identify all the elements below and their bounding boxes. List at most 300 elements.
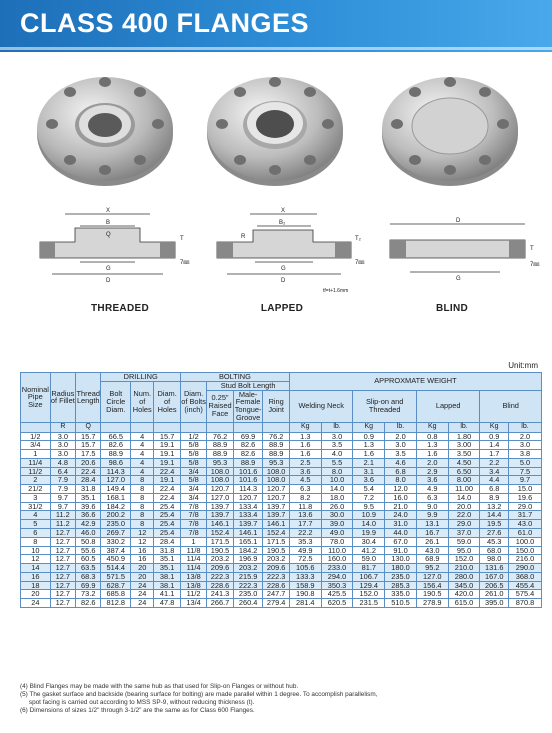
table-cell: 139.7 (207, 502, 233, 511)
table-cell: 11/4 (180, 564, 206, 573)
table-cell: 15.7 (154, 432, 181, 441)
table-cell: 108.0 (263, 467, 290, 476)
table-cell: 20 (21, 590, 51, 599)
table-cell: 19.1 (154, 450, 181, 459)
table-cell: 28.4 (76, 476, 101, 485)
footnote: (6) Dimensions of sizes 1/2" through 3-1/2" are the same as for Class 600 Flanges. (20, 707, 255, 714)
footnotes (20, 683, 542, 715)
table-cell: 425.5 (321, 590, 353, 599)
table-cell: 22.0 (448, 511, 480, 520)
table-cell: 12 (21, 555, 51, 564)
table-cell: 149.4 (101, 485, 131, 494)
table-cell: 150.0 (509, 546, 542, 555)
table-cell: 5 (21, 520, 51, 529)
table-cell: 88.9 (263, 450, 290, 459)
spec-table (20, 372, 542, 608)
table-cell: 21/2 (21, 485, 51, 494)
table-cell: 152.4 (263, 529, 290, 538)
table-cell: 127.0 (101, 476, 131, 485)
table-cell: 13/8 (180, 572, 206, 581)
table-cell: 133.3 (289, 572, 321, 581)
blind-flange-photo (375, 62, 525, 192)
table-cell: 216.0 (509, 555, 542, 564)
table-cell: 45.3 (480, 537, 509, 546)
caption-lapped: LAPPED (260, 303, 304, 314)
table-cell: 105.6 (289, 564, 321, 573)
table-cell: 50.8 (76, 537, 101, 546)
table-cell: 100.0 (509, 537, 542, 546)
table-cell: 278.9 (416, 599, 448, 608)
table-cell: 330.2 (101, 537, 131, 546)
table-cell: 266.7 (207, 599, 233, 608)
table-cell: 10.9 (353, 511, 385, 520)
table-cell: 2.9 (416, 467, 448, 476)
dim-t: T (180, 236, 184, 242)
table-cell: 72.5 (289, 555, 321, 564)
table-cell: 16 (131, 546, 154, 555)
table-cell: 4.5 (289, 476, 321, 485)
hdr-lb: lb. (509, 422, 542, 432)
hdr-kg: Kg (289, 422, 321, 432)
table-cell: 870.8 (509, 599, 542, 608)
table-cell: 19.1 (154, 441, 181, 450)
table-cell: 21.0 (385, 502, 417, 511)
dim-g: G (281, 266, 286, 272)
table-cell: 615.0 (448, 599, 480, 608)
table-cell: 190.5 (263, 546, 290, 555)
table-cell: 14.0 (321, 485, 353, 494)
table-cell: 345.0 (448, 581, 480, 590)
table-cell: 8 (21, 537, 51, 546)
table-cell: 285.3 (385, 581, 417, 590)
table-cell: 8 (131, 485, 154, 494)
table-cell: 165.1 (233, 537, 263, 546)
table-cell: 2.5 (289, 458, 321, 467)
table-cell: 12.7 (50, 581, 75, 590)
table-cell: 42.9 (76, 520, 101, 529)
table-cell: 4.50 (448, 458, 480, 467)
table-row (21, 537, 542, 546)
table-cell: 241.3 (207, 590, 233, 599)
table-cell: 190.5 (207, 546, 233, 555)
table-cell: 3 (21, 493, 51, 502)
table-cell: 14.0 (448, 493, 480, 502)
dim-g: G (456, 276, 461, 282)
table-cell: 81.7 (353, 564, 385, 573)
table-cell: 6.3 (416, 493, 448, 502)
table-cell: 14 (21, 564, 51, 573)
table-cell: 37.0 (448, 529, 480, 538)
table-cell: 6.3 (289, 485, 321, 494)
table-cell: 88.9 (263, 441, 290, 450)
table-cell: 210.0 (448, 564, 480, 573)
table-cell: 168.1 (101, 493, 131, 502)
table-cell: 59.0 (448, 537, 480, 546)
table-cell: 235.0 (101, 520, 131, 529)
dim-7mm: 7㎜ (530, 262, 540, 268)
table-row (21, 529, 542, 538)
table-cell: 152.0 (448, 555, 480, 564)
table-cell: 1.7 (480, 450, 509, 459)
table-cell: 8.0 (385, 476, 417, 485)
hdr-raised: 0.25" Raised Face (207, 390, 233, 422)
hdr-num-holes: Num. of Holes (131, 381, 154, 422)
table-cell: 25.4 (154, 502, 181, 511)
table-cell: 1.3 (353, 441, 385, 450)
table-cell: 38.1 (154, 581, 181, 590)
table-cell: 22.4 (76, 467, 101, 476)
table-cell: 31.0 (385, 520, 417, 529)
table-cell: 209.6 (263, 564, 290, 573)
blind-flange-drawing (380, 200, 550, 295)
table-cell: 12.7 (50, 590, 75, 599)
table-cell: 3.0 (50, 450, 75, 459)
table-cell: 139.7 (263, 502, 290, 511)
table-cell: 6.4 (50, 467, 75, 476)
table-cell: 120.7 (207, 485, 233, 494)
table-cell: 35.3 (289, 537, 321, 546)
table-cell: 129.4 (353, 581, 385, 590)
table-cell: 20 (131, 572, 154, 581)
table-cell: 98.0 (480, 555, 509, 564)
table-cell: 6.50 (448, 467, 480, 476)
table-cell: 3.00 (448, 441, 480, 450)
table-cell: 17.7 (289, 520, 321, 529)
table-cell: 11/4 (180, 555, 206, 564)
table-cell: 294.0 (321, 572, 353, 581)
table-cell: 620.5 (321, 599, 353, 608)
table-cell: 203.2 (207, 555, 233, 564)
hdr-bolting: BOLTING (180, 373, 289, 382)
table-cell: 10 (21, 546, 51, 555)
table-cell: 18.0 (321, 493, 353, 502)
table-cell: 82.6 (233, 450, 263, 459)
table-cell: 235.0 (233, 590, 263, 599)
table-cell: 101.6 (233, 476, 263, 485)
table-cell: 10.0 (321, 476, 353, 485)
table-cell: 4 (131, 467, 154, 476)
table-cell: 16 (131, 555, 154, 564)
table-cell: 73.2 (76, 590, 101, 599)
table-cell: 120.7 (263, 485, 290, 494)
table-cell: 24 (131, 599, 154, 608)
table-cell: 43.0 (416, 546, 448, 555)
table-cell: 67.0 (385, 537, 417, 546)
table-cell: 5/8 (180, 476, 206, 485)
table-cell: 7/8 (180, 520, 206, 529)
table-cell: 66.5 (101, 432, 131, 441)
table-cell: 1/2 (180, 432, 206, 441)
table-cell: 133.4 (233, 502, 263, 511)
table-cell: 3/4 (180, 493, 206, 502)
table-cell: 12.7 (50, 546, 75, 555)
table-cell: 7.2 (353, 493, 385, 502)
table-cell: 685.8 (101, 590, 131, 599)
hdr-stud-bolt: Stud Bolt Length (207, 381, 290, 390)
table-cell: 13/4 (180, 599, 206, 608)
table-cell: 3.50 (448, 450, 480, 459)
lapped-flange-photo (200, 62, 350, 192)
table-cell: 47.8 (154, 599, 181, 608)
table-cell: 184.2 (233, 546, 263, 555)
hdr-slipon: Slip-on and Threaded (353, 390, 417, 422)
table-cell: 171.5 (207, 537, 233, 546)
dim-t2: T₂ (355, 236, 361, 242)
table-cell: 120.7 (263, 493, 290, 502)
table-cell: 1.6 (353, 450, 385, 459)
header-banner (0, 0, 552, 52)
hdr-radius: Radius of Fillet (50, 373, 75, 423)
table-cell: 269.7 (101, 529, 131, 538)
table-cell: 156.4 (416, 581, 448, 590)
table-cell: 152.4 (207, 529, 233, 538)
table-cell: 167.0 (480, 572, 509, 581)
table-cell: 8 (131, 476, 154, 485)
table-cell: 19.6 (509, 493, 542, 502)
table-cell: 13.1 (416, 520, 448, 529)
table-cell: 2.0 (509, 432, 542, 441)
table-cell: 228.6 (207, 581, 233, 590)
table-cell: 44.0 (385, 529, 417, 538)
table-cell: 139.7 (233, 520, 263, 529)
unit-label: Unit:mm (508, 361, 538, 370)
table-cell: 2 (21, 476, 51, 485)
table-cell: 7.9 (50, 476, 75, 485)
caption-threaded: THREADED (91, 303, 149, 314)
table-cell: 395.0 (480, 599, 509, 608)
table-cell: 4.4 (480, 476, 509, 485)
table-cell: 1 (180, 537, 206, 546)
table-cell: 5.0 (509, 458, 542, 467)
table-cell: 233.0 (321, 564, 353, 573)
table-cell: 196.9 (233, 555, 263, 564)
table-cell: 24 (21, 599, 51, 608)
table-cell: 108.0 (207, 476, 233, 485)
table-cell: 14.4 (480, 511, 509, 520)
table-cell: 36.6 (76, 511, 101, 520)
dim-g: G (106, 266, 111, 272)
table-cell: 133.4 (233, 511, 263, 520)
table-cell: 76.2 (207, 432, 233, 441)
hdr-ring: Ring Joint (263, 390, 290, 422)
hdr-diam-holes: Diam. of Holes (154, 381, 181, 422)
table-cell: 19.5 (480, 520, 509, 529)
table-cell: 1.6 (416, 450, 448, 459)
table-cell: 108.0 (207, 467, 233, 476)
table-cell: 812.8 (101, 599, 131, 608)
table-cell: 12.7 (50, 564, 75, 573)
table-cell: 3.0 (50, 441, 75, 450)
table-cell: 127.0 (416, 572, 448, 581)
hdr-lb: lb. (448, 422, 480, 432)
table-cell: 2.1 (353, 458, 385, 467)
table-cell: 29.0 (448, 520, 480, 529)
table-cell: 281.4 (289, 599, 321, 608)
table-cell: 14.0 (353, 520, 385, 529)
table-cell: 11.8 (289, 502, 321, 511)
table-cell: 12.7 (50, 529, 75, 538)
table-cell: 190.5 (416, 590, 448, 599)
table-row (21, 572, 542, 581)
table-cell: 41.2 (353, 546, 385, 555)
table-cell: 95.3 (263, 458, 290, 467)
table-cell: 82.6 (76, 599, 101, 608)
table-cell: 184.2 (101, 502, 131, 511)
table-cell: 114.3 (101, 467, 131, 476)
table-cell: 0.9 (353, 432, 385, 441)
table-cell: 203.2 (233, 564, 263, 573)
table-cell: 7.5 (509, 467, 542, 476)
table-cell: 8 (131, 520, 154, 529)
table-cell: 98.6 (101, 458, 131, 467)
hdr-kg: Kg (416, 422, 448, 432)
table-cell: 15.7 (76, 432, 101, 441)
table-cell: 222.3 (207, 572, 233, 581)
hdr-welding: Welding Neck (289, 390, 353, 422)
table-cell: 3.8 (509, 450, 542, 459)
table-cell: 7/8 (180, 502, 206, 511)
table-cell: 12.7 (50, 599, 75, 608)
table-cell: 20 (131, 564, 154, 573)
table-cell: 22.2 (289, 529, 321, 538)
table-cell: 0.9 (480, 432, 509, 441)
table-cell: 139.7 (263, 511, 290, 520)
table-cell: 12.0 (385, 485, 417, 494)
table-cell: 3/4 (180, 485, 206, 494)
table-cell: 158.9 (289, 581, 321, 590)
table-cell: 9.0 (416, 502, 448, 511)
table-cell: 575.4 (509, 590, 542, 599)
table-cell: 22.4 (154, 493, 181, 502)
table-row (21, 599, 542, 608)
dim-t: T (530, 246, 534, 252)
table-cell: 46.0 (76, 529, 101, 538)
page-title: CLASS 400 FLANGES (20, 8, 310, 38)
table-cell: 30.0 (321, 511, 353, 520)
table-cell: 1.6 (289, 441, 321, 450)
table-cell: 1.4 (480, 441, 509, 450)
table-cell: 3/4 (180, 467, 206, 476)
table-cell: 24.0 (385, 511, 417, 520)
footnote: spot facing is carried out according to MSS SP-9, without reducing thickness (t). (20, 699, 255, 706)
table-cell: 6.8 (480, 485, 509, 494)
hdr-male: Male-Female Tongue-Groove (234, 389, 262, 422)
table-cell: 1 (21, 450, 51, 459)
table-cell: 25.4 (154, 511, 181, 520)
hdr-lapped: Lapped (416, 390, 480, 422)
table-cell: 17.5 (76, 450, 101, 459)
table-cell: 11.00 (448, 485, 480, 494)
hdr-kg: Kg (353, 422, 385, 432)
dim-d: D (106, 278, 111, 284)
table-cell: 12 (131, 537, 154, 546)
dim-r: R (241, 234, 246, 240)
table-cell: 19.9 (353, 529, 385, 538)
table-cell: 30.4 (353, 537, 385, 546)
table-cell: 8 (131, 493, 154, 502)
table-cell: 8 (131, 502, 154, 511)
hdr-kg: Kg (480, 422, 509, 432)
table-cell: 628.7 (101, 581, 131, 590)
dim-d: D (456, 218, 461, 224)
table-cell: 39.6 (76, 502, 101, 511)
table-cell: 4 (21, 511, 51, 520)
table-cell: 5/8 (180, 450, 206, 459)
table-cell: 3.5 (385, 450, 417, 459)
table-cell: 12.7 (50, 572, 75, 581)
table-cell: 35.1 (154, 564, 181, 573)
table-cell: 106.7 (353, 572, 385, 581)
table-cell: 5.4 (353, 485, 385, 494)
table-cell: 3.5 (321, 441, 353, 450)
table-cell: 22.4 (154, 467, 181, 476)
table-cell: 11.2 (50, 520, 75, 529)
table-cell: 222.3 (263, 572, 290, 581)
table-cell: 7/8 (180, 529, 206, 538)
table-cell: 3.4 (480, 467, 509, 476)
table-cell: 20.6 (76, 458, 101, 467)
table-cell: 11/4 (21, 458, 51, 467)
hdr-lb: lb. (321, 422, 353, 432)
dim-b2: B₂ (279, 220, 286, 226)
table-cell: 114.3 (233, 485, 263, 494)
table-cell: 18 (21, 581, 51, 590)
table-cell: 1/2 (21, 432, 51, 441)
hdr-nominal: Nominal Pipe Size (21, 373, 51, 423)
table-cell: 91.0 (385, 546, 417, 555)
table-cell: 171.5 (263, 537, 290, 546)
table-cell: 6 (21, 529, 51, 538)
table-cell: 26.0 (321, 502, 353, 511)
table-cell: 3.6 (416, 476, 448, 485)
table-cell: 19.1 (154, 458, 181, 467)
dim-q: Q (106, 232, 111, 238)
table-cell: 127.0 (207, 493, 233, 502)
table-cell: 235.0 (385, 572, 417, 581)
table-cell: 2.0 (416, 458, 448, 467)
table-cell: 215.9 (233, 572, 263, 581)
table-cell: 68.3 (76, 572, 101, 581)
table-cell: 3.0 (321, 432, 353, 441)
table-cell: 120.7 (233, 493, 263, 502)
table-cell: 29.0 (509, 502, 542, 511)
table-cell: 387.4 (101, 546, 131, 555)
hdr-q: Q (76, 422, 101, 432)
dim-x: X (281, 208, 286, 214)
table-cell: 152.0 (353, 590, 385, 599)
table-cell: 7/8 (180, 511, 206, 520)
table-cell: 31.7 (509, 511, 542, 520)
table-cell: 8.2 (289, 493, 321, 502)
hdr-lb: lb. (385, 422, 417, 432)
table-cell: 13/8 (180, 581, 206, 590)
table-cell: 20.0 (448, 502, 480, 511)
table-cell: 76.2 (263, 432, 290, 441)
table-cell: 49.9 (289, 546, 321, 555)
table-cell: 26.1 (416, 537, 448, 546)
table-cell: 4 (131, 458, 154, 467)
table-cell: 3.1 (353, 467, 385, 476)
spec-table-body (21, 432, 542, 607)
table-cell: 22.4 (154, 485, 181, 494)
table-cell: 3.6 (353, 476, 385, 485)
table-cell: 82.6 (233, 441, 263, 450)
table-cell: 130.0 (385, 555, 417, 564)
lapped-flange-drawing (205, 200, 375, 295)
table-cell: 88.9 (233, 458, 263, 467)
table-cell: 368.0 (509, 572, 542, 581)
table-cell: 11/2 (180, 590, 206, 599)
